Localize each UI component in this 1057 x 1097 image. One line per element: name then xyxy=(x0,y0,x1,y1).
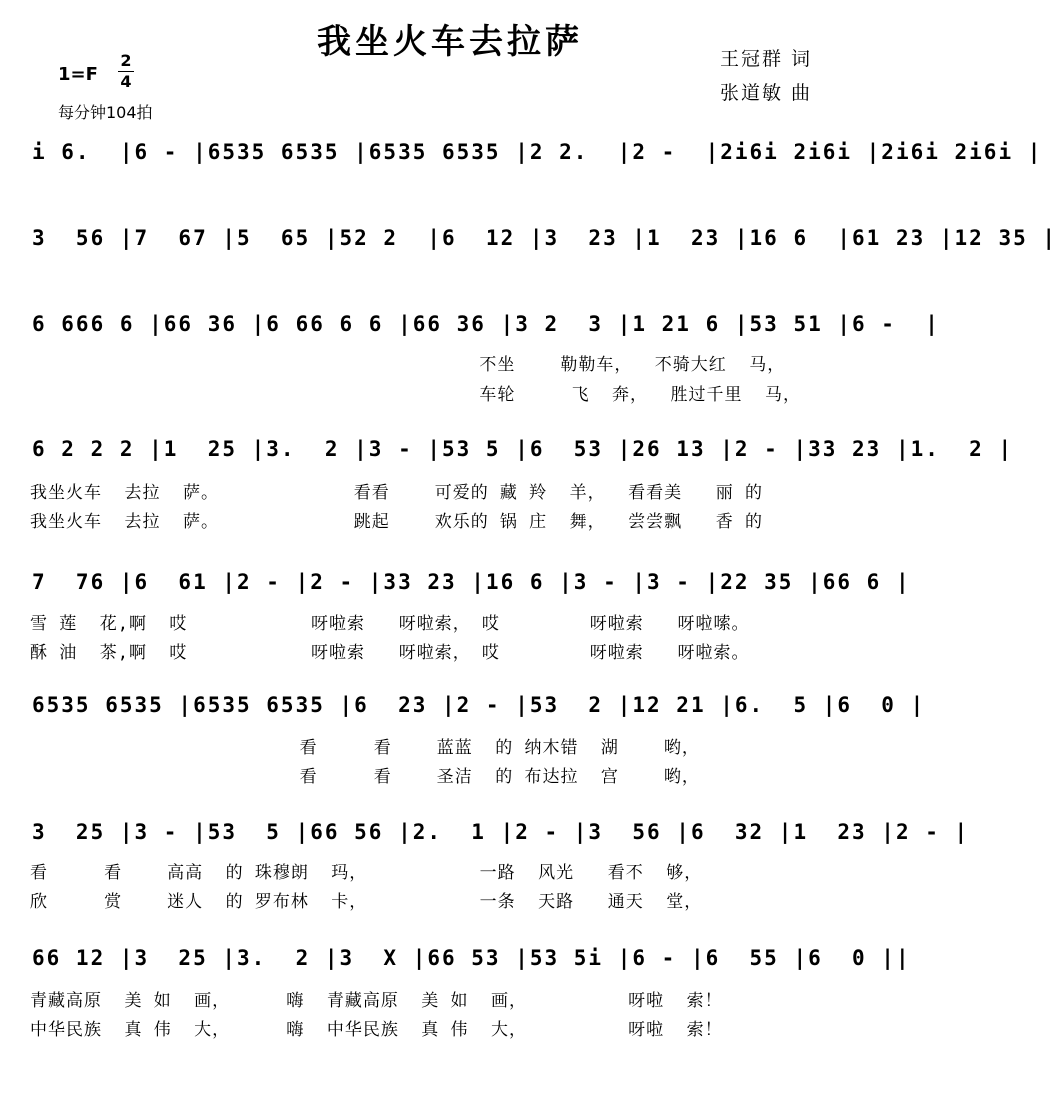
key-signature: 1=F xyxy=(58,64,98,85)
system-8-lyric-verse-2: 中华民族 真 伟 大， 嗨 中华民族 真 伟 大， 呀啦 索！ xyxy=(30,1020,723,1040)
system-6-notes: 6535 6535 |6535 6535 |6 23 |2 - |53 2 |12 21 |6. 5 |6 0 | xyxy=(32,693,926,717)
system-4-notes: 6 2 2 2 |1 25 |3. 2 |3 - |53 5 |6 53 |26 13 |2 - |33 23 |1. 2 | xyxy=(32,437,1014,461)
meter-top: 2 xyxy=(120,51,132,70)
time-signature xyxy=(118,52,134,91)
system-3-lyric-verse-2: 车轮 飞 奔， 胜过千里 马， xyxy=(30,385,801,405)
composer-credit: 张道敏 曲 xyxy=(720,82,813,104)
meter-bottom: 4 xyxy=(120,72,132,91)
system-6-lyric-verse-2: 看 看 圣洁 的 布达拉 宫 哟， xyxy=(30,767,700,787)
system-7-lyric-verse-2: 欣 赏 迷人 的 罗布林 卡， 一条 天路 通天 堂， xyxy=(30,892,703,912)
song-title: 我坐火车去拉萨 xyxy=(317,22,583,62)
system-5-notes: 7 76 |6 61 |2 - |2 - |33 23 |16 6 |3 - |3 - |22 35 |66 6 | xyxy=(32,570,911,594)
tempo-marking: 每分钟104拍 xyxy=(58,103,153,122)
system-3-notes: 6 666 6 |66 36 |6 66 6 6 |66 36 |3 2 3 |1 21 6 |53 51 |6 - | xyxy=(32,312,940,336)
system-4-lyric-verse-2: 我坐火车 去拉 萨。 跳起 欢乐的 锅 庄 舞， 尝尝飘 香 的 xyxy=(30,512,764,532)
system-5-lyric-verse-1: 雪 莲 花,啊 哎 呀啦索 呀啦索， 哎 呀啦索 呀啦嗦。 xyxy=(30,614,750,634)
system-8-lyric-verse-1: 青藏高原 美 如 画， 嗨 青藏高原 美 如 画， 呀啦 索！ xyxy=(30,991,723,1011)
system-7-notes: 3 25 |3 - |53 5 |66 56 |2. 1 |2 - |3 56 |6 32 |1 23 |2 - | xyxy=(32,820,970,844)
system-8-notes: 66 12 |3 25 |3. 2 |3 X |66 53 |53 5i |6 - |6 55 |6 0 || xyxy=(32,946,911,970)
system-1-notes: i 6. |6 - |6535 6535 |6535 6535 |2 2. |2 - |2i6i 2i6i |2i6i 2i6i | xyxy=(32,140,1043,164)
system-4-lyric-verse-1: 我坐火车 去拉 萨。 看看 可爱的 藏 羚 羊， 看看美 丽 的 xyxy=(30,483,764,503)
lyricist-credit: 王冠群 词 xyxy=(720,48,813,70)
system-3-lyric-verse-1: 不坐 勒勒车， 不骑大红 马， xyxy=(30,355,786,375)
system-2-notes: 3 56 |7 67 |5 65 |52 2 |6 12 |3 23 |1 23 |16 6 |61 23 |12 35 | xyxy=(32,226,1057,250)
system-5-lyric-verse-2: 酥 油 茶,啊 哎 呀啦索 呀啦索， 哎 呀啦索 呀啦索。 xyxy=(30,643,750,663)
system-6-lyric-verse-1: 看 看 蓝蓝 的 纳木错 湖 哟， xyxy=(30,738,700,758)
system-7-lyric-verse-1: 看 看 高高 的 珠穆朗 玛， 一路 风光 看不 够， xyxy=(30,863,703,883)
